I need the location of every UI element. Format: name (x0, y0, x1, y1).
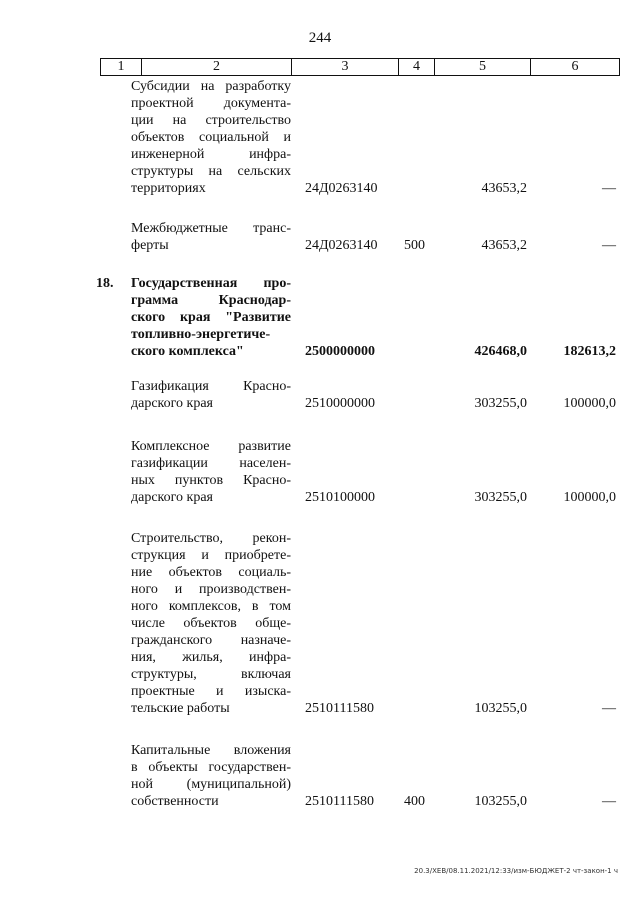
amount-year-2: 100000,0 (563, 396, 616, 411)
row-description (131, 220, 291, 254)
description-line: проектной документа- (131, 96, 291, 111)
description-line: Строительство, рекон- (131, 531, 291, 546)
description-line: газификации населен- (131, 456, 291, 471)
description-line: Субсидии на разработку (131, 79, 291, 94)
description-line: дарского края (131, 490, 213, 505)
column-header-3: 3 (292, 59, 399, 76)
description-line: ферты (131, 238, 169, 253)
row-description (131, 78, 291, 197)
amount-year-1: 426468,0 (474, 344, 527, 359)
description-line: структуры, включая (131, 667, 291, 682)
description-line: проектные и изыска- (131, 684, 291, 699)
amount-year-2: 182613,2 (563, 344, 616, 359)
description-line: ского комплекса" (131, 344, 244, 359)
description-line: дарского края (131, 396, 213, 411)
description-line: ния, жилья, инфра- (131, 650, 291, 665)
amount-year-1: 103255,0 (474, 701, 527, 716)
description-line: тельские работы (131, 701, 230, 716)
description-line: гражданского назначе- (131, 633, 291, 648)
target-article-code: 24Д0263140 (305, 238, 378, 253)
description-line: собственности (131, 794, 219, 809)
description-line: Комплексное развитие (131, 439, 291, 454)
page-number: 244 (308, 30, 332, 46)
description-line: Газификация Красно- (131, 379, 291, 394)
amount-year-1: 303255,0 (474, 396, 527, 411)
description-line: ных пунктов Красно- (131, 473, 291, 488)
description-line: территориях (131, 181, 206, 196)
row-number: 18. (96, 276, 114, 291)
column-header-5: 5 (435, 59, 531, 76)
description-line: инженерной инфра- (131, 147, 291, 162)
row-description (131, 742, 291, 810)
row-description (131, 275, 291, 360)
description-line: струкция и приобрете- (131, 548, 291, 563)
amount-year-2: — (602, 238, 616, 253)
description-line: топливно-энергетиче- (131, 327, 271, 342)
description-line: в объекты государствен- (131, 760, 291, 775)
row-description (131, 530, 291, 717)
description-line: грамма Краснодар- (131, 293, 291, 308)
description-line: объектов социальной и (131, 130, 291, 145)
description-line: Капитальные вложения (131, 743, 291, 758)
column-header-4: 4 (399, 59, 435, 76)
document-footer-code: 20.3/ХЕВ/08.11.2021/12:33/изм-БЮДЖЕТ-2 чт-закон-1 ч (414, 867, 618, 875)
target-article-code: 2500000000 (305, 344, 375, 359)
amount-year-1: 103255,0 (474, 794, 527, 809)
description-line: ной (муниципальной) (131, 777, 291, 792)
description-line: Государственная про- (131, 276, 291, 291)
column-header-1: 1 (101, 59, 142, 76)
target-article-code: 2510111580 (305, 701, 374, 716)
description-line: ного и производствен- (131, 582, 291, 597)
amount-year-1: 43653,2 (481, 238, 527, 253)
column-header-2: 2 (142, 59, 292, 76)
target-article-code: 24Д0263140 (305, 181, 378, 196)
description-line: ного комплексов, в том (131, 599, 291, 614)
amount-year-2: — (602, 701, 616, 716)
amount-year-1: 303255,0 (474, 490, 527, 505)
target-article-code: 2510100000 (305, 490, 375, 505)
expense-type-code: 400 (404, 794, 425, 809)
description-line: структуры на сельских (131, 164, 291, 179)
amount-year-1: 43653,2 (481, 181, 527, 196)
target-article-code: 2510111580 (305, 794, 374, 809)
description-line: Межбюджетные транс- (131, 221, 291, 236)
amount-year-2: — (602, 181, 616, 196)
description-line: ние объектов социаль- (131, 565, 291, 580)
row-description (131, 378, 291, 412)
column-header-row (100, 58, 620, 76)
amount-year-2: — (602, 794, 616, 809)
row-description (131, 438, 291, 506)
description-line: ского края "Развитие (131, 310, 291, 325)
description-line: числе объектов обще- (131, 616, 291, 631)
amount-year-2: 100000,0 (563, 490, 616, 505)
expense-type-code: 500 (404, 238, 425, 253)
description-line: ции на строительство (131, 113, 291, 128)
column-header-6: 6 (531, 59, 620, 76)
target-article-code: 2510000000 (305, 396, 375, 411)
